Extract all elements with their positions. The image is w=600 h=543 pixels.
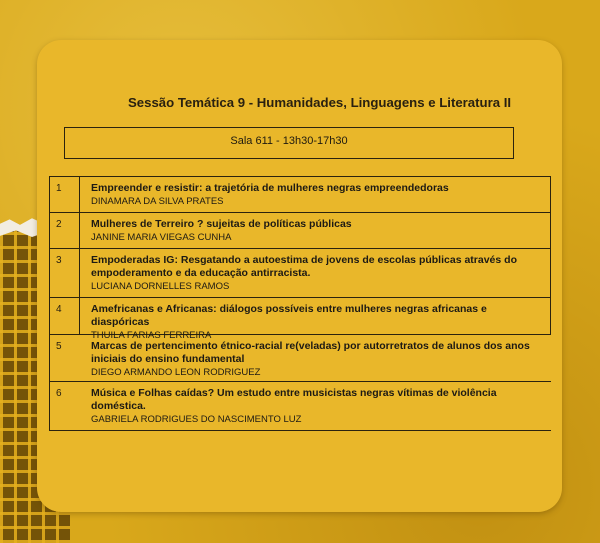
- row-number: 3: [50, 249, 80, 297]
- table-row: [50, 382, 551, 431]
- row-number: 1: [50, 177, 80, 212]
- presentation-title: Marcas de pertencimento étnico-racial re(veladas) por autorretratos de alunos dos anos iniciais do ensino fundamental: [91, 340, 530, 365]
- presentation-author: THUILA FARIAS FERREIRA: [91, 330, 212, 341]
- table-row: [50, 213, 551, 249]
- session-title: Sessão Temática 9 - Humanidades, Linguagens e Literatura II: [128, 95, 512, 110]
- row-number: 4: [50, 298, 80, 334]
- presentation-author: LUCIANA DORNELLES RAMOS: [91, 281, 230, 292]
- presentation-author: DIEGO ARMANDO LEON RODRIGUEZ: [91, 367, 261, 378]
- row-number: 5: [56, 341, 62, 352]
- row-number: 2: [50, 213, 80, 248]
- table-row: [50, 335, 551, 382]
- table-row: [50, 177, 551, 213]
- presentation-author: DINAMARA DA SILVA PRATES: [91, 196, 224, 207]
- presentation-title: Empoderadas IG: Resgatando a autoestima de jovens de escolas públicas através do empoderamento e da educação antirracista.: [91, 254, 517, 279]
- presentation-title: Música e Folhas caídas? Um estudo entre musicistas negras vítimas de violência doméstica.: [91, 387, 497, 412]
- presentation-title: Amefricanas e Africanas: diálogos possíveis entre mulheres negras africanas e diaspóricas: [91, 303, 487, 328]
- presentation-title: Mulheres de Terreiro ? sujeitas de políticas públicas: [91, 218, 352, 230]
- presentation-author: GABRIELA RODRIGUES DO NASCIMENTO LUZ: [91, 414, 302, 425]
- presentation-author: JANINE MARIA VIEGAS CUNHA: [91, 232, 232, 243]
- room-box: [64, 127, 514, 159]
- presentations-table: [49, 176, 551, 431]
- table-row: [50, 298, 551, 341]
- table-row: [50, 249, 551, 298]
- room-schedule: Sala 611 - 13h30-17h30: [230, 135, 348, 147]
- presentation-title: Empreender e resistir: a trajetória de mulheres negras empreendedoras: [91, 182, 449, 194]
- row-number: 6: [56, 388, 62, 399]
